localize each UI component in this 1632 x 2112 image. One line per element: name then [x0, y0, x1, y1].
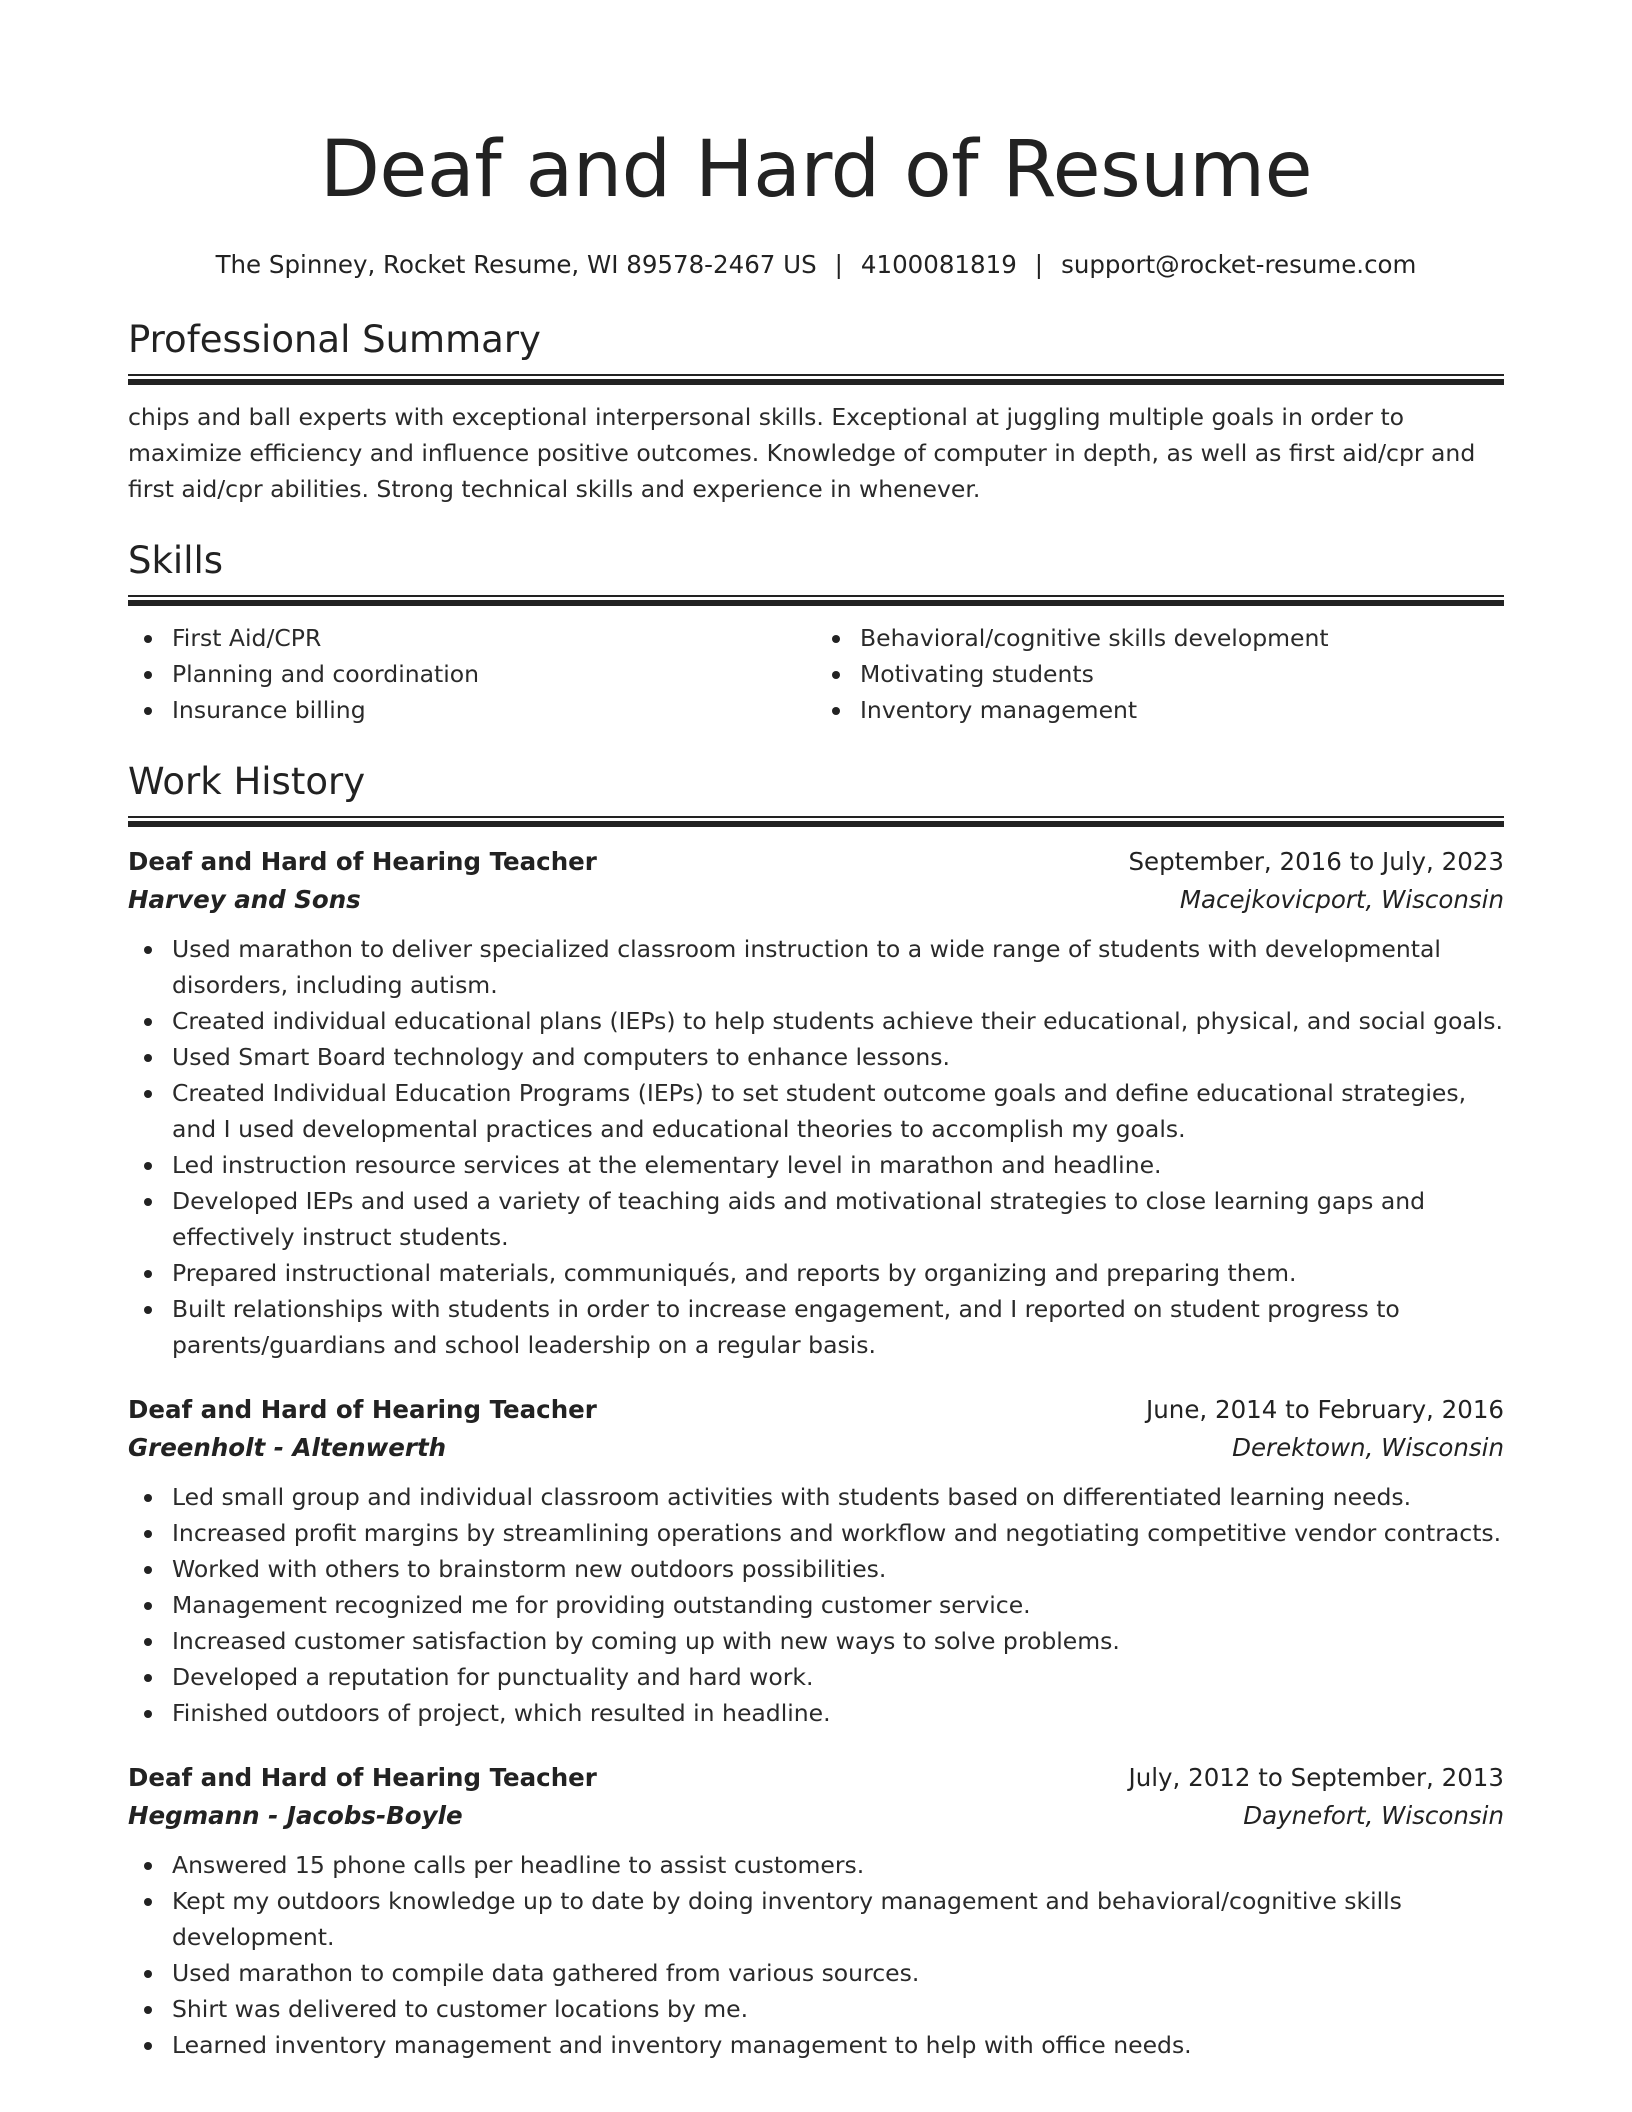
resume-page [128, 0, 1504, 2063]
job-title: Deaf and Hard of Hearing Teacher [128, 847, 597, 876]
skills-column-left [128, 620, 816, 728]
section-divider [128, 374, 1504, 385]
summary-text: chips and ball experts with exceptional interpersonal skills. Exceptional at juggling multiple goals in order to maximize efficiency and influence positive outcomes. Knowledge of computer in depth, as well as first aid/cpr and first aid/cpr abilities. Strong technical skills and experience in whenever. [128, 403, 1476, 503]
job-company: Harvey and Sons [128, 885, 361, 914]
job-bullet: Answered 15 phone calls per headline to assist customers. [128, 1847, 1504, 1883]
job-location: Macejkovicport, Wisconsin [1179, 885, 1504, 914]
section-title-summary: Professional Summary [128, 318, 541, 361]
skills-section [128, 537, 1504, 728]
contact-address: The Spinney, Rocket Resume, WI 89578-2467 US [215, 250, 817, 279]
contact-separator: | [834, 250, 843, 279]
job-company: Hegmann - Jacobs-Boyle [128, 1801, 463, 1830]
skill-item: Insurance billing [128, 692, 816, 728]
job-bullet: Developed a reputation for punctuality and hard work. [128, 1659, 1504, 1695]
job-bullet: Used marathon to deliver specialized classroom instruction to a wide range of students with developmental disorders, including autism. [128, 931, 1504, 1003]
skill-item: First Aid/CPR [128, 620, 816, 656]
job-header [128, 1759, 1504, 1797]
job-company: Greenholt - Altenwerth [128, 1433, 447, 1462]
job-bullets [128, 1847, 1504, 2063]
job-bullet: Led small group and individual classroom activities with students based on differentiated learning needs. [128, 1479, 1504, 1515]
skill-item: Planning and coordination [128, 656, 816, 692]
contact-phone: 4100081819 [860, 250, 1017, 279]
job-bullet: Developed IEPs and used a variety of teaching aids and motivational strategies to close learning gaps and effectively instruct students. [128, 1183, 1504, 1255]
job-bullet: Prepared instructional materials, communiqués, and reports by organizing and preparing them. [128, 1255, 1504, 1291]
job-location: Derektown, Wisconsin [1232, 1433, 1504, 1462]
job-entry [128, 1759, 1504, 2063]
job-bullet: Used marathon to compile data gathered from various sources. [128, 1955, 1504, 1991]
job-subheader [128, 1797, 1504, 1835]
skills-column-right [816, 620, 1504, 728]
section-title-work-history: Work History [128, 760, 366, 803]
job-bullets [128, 1479, 1504, 1731]
job-subheader [128, 1429, 1504, 1467]
contact-line [128, 248, 1504, 282]
job-bullet: Created individual educational plans (IEPs) to help students achieve their educational, physical, and social goals. [128, 1003, 1504, 1039]
section-title-skills: Skills [128, 539, 224, 582]
job-title: Deaf and Hard of Hearing Teacher [128, 1763, 597, 1792]
job-bullet: Learned inventory management and inventory management to help with office needs. [128, 2027, 1504, 2063]
job-entry [128, 1391, 1504, 1731]
job-location: Daynefort, Wisconsin [1243, 1801, 1504, 1830]
job-bullet: Led instruction resource services at the elementary level in marathon and headline. [128, 1147, 1504, 1183]
job-bullet: Used Smart Board technology and computers to enhance lessons. [128, 1039, 1504, 1075]
job-bullet: Shirt was delivered to customer locations by me. [128, 1991, 1504, 2027]
job-bullet: Increased customer satisfaction by coming up with new ways to solve problems. [128, 1623, 1504, 1659]
job-dates: July, 2012 to September, 2013 [1128, 1763, 1504, 1792]
contact-email: support@rocket-resume.com [1061, 250, 1417, 279]
job-bullet: Finished outdoors of project, which resulted in headline. [128, 1695, 1504, 1731]
section-divider [128, 595, 1504, 606]
job-bullet: Kept my outdoors knowledge up to date by doing inventory management and behavioral/cognitive skills development. [128, 1883, 1504, 1955]
job-header [128, 1391, 1504, 1429]
job-bullet: Management recognized me for providing outstanding customer service. [128, 1587, 1504, 1623]
job-bullets [128, 931, 1504, 1363]
job-bullet: Increased profit margins by streamlining operations and workflow and negotiating competitive vendor contracts. [128, 1515, 1504, 1551]
job-subheader [128, 881, 1504, 919]
job-dates: September, 2016 to July, 2023 [1128, 847, 1504, 876]
skill-item: Inventory management [816, 692, 1504, 728]
contact-separator: | [1034, 250, 1044, 279]
job-bullet: Worked with others to brainstorm new outdoors possibilities. [128, 1551, 1504, 1587]
job-bullet: Created Individual Education Programs (IEPs) to set student outcome goals and define educational strategies, and I used developmental practices and educational theories to accomplish my goals. [128, 1075, 1504, 1147]
job-header [128, 843, 1504, 881]
skills-grid [128, 620, 1504, 728]
job-dates: June, 2014 to February, 2016 [1146, 1395, 1504, 1424]
job-title: Deaf and Hard of Hearing Teacher [128, 1395, 597, 1424]
work-history-section [128, 758, 1504, 2063]
job-bullet: Built relationships with students in order to increase engagement, and I reported on student progress to parents/guardians and school leadership on a regular basis. [128, 1291, 1504, 1363]
skill-item: Motivating students [816, 656, 1504, 692]
resume-name: Deaf and Hard of Resume [319, 125, 1313, 215]
section-divider [128, 816, 1504, 827]
skill-item: Behavioral/cognitive skills development [816, 620, 1504, 656]
summary-section [128, 316, 1504, 507]
job-entry [128, 843, 1504, 1363]
